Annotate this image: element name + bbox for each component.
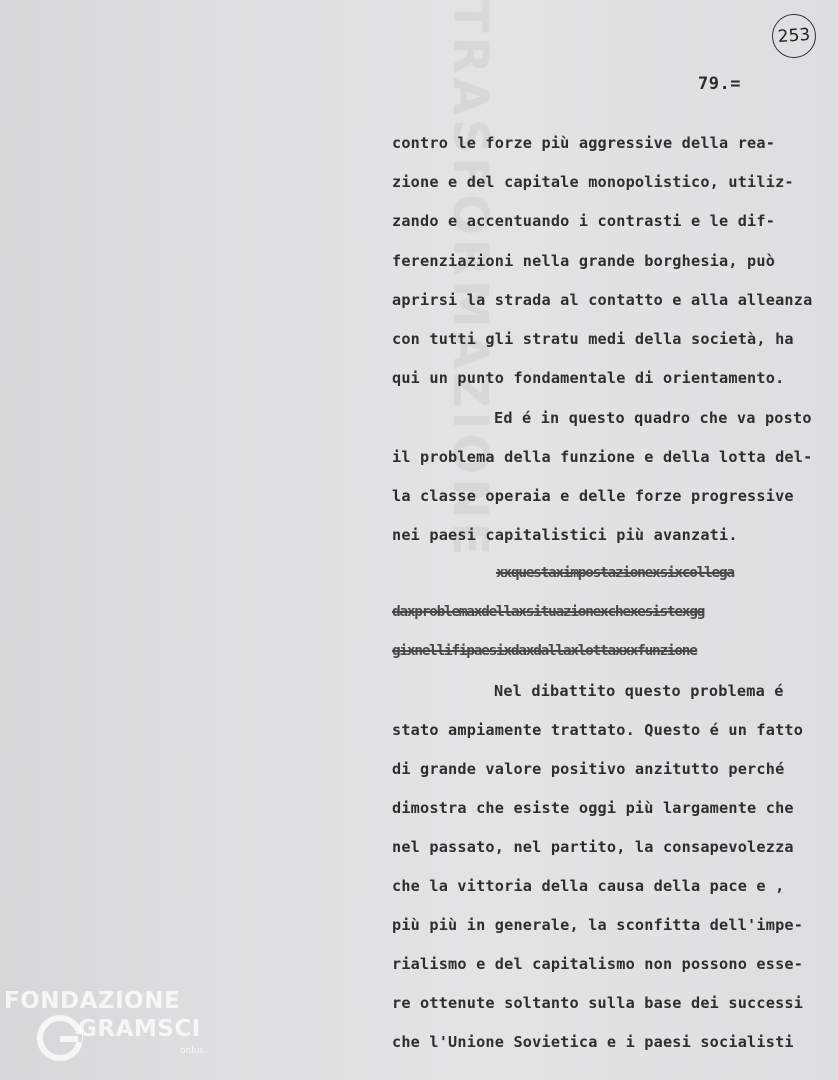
text-line: di grande valore positivo anzitutto perché: [392, 760, 785, 778]
text-line: zione e del capitale monopolistico, utiliz-: [392, 173, 794, 191]
watermark-line-2: GRAMSCI: [78, 1016, 201, 1042]
text-line: qui un punto fondamentale di orientamento.: [392, 369, 785, 387]
text-line: Nel dibattito questo problema é: [494, 682, 784, 700]
text-line: nei paesi capitalistici più avanzati.: [392, 526, 738, 544]
text-line: che l'Unione Sovietica e i paesi socialisti: [392, 1033, 794, 1051]
fondazione-gramsci-watermark: [4, 988, 214, 1068]
text-line: con tutti gli stratu medi della società, ha: [392, 330, 794, 348]
text-line: che la vittoria della causa della pace e ,: [392, 877, 785, 895]
page-number: 79.=: [698, 74, 741, 94]
text-line: Ed é in questo quadro che va posto: [494, 409, 812, 427]
text-line: contro le forze più aggressive della rea-: [392, 134, 776, 152]
text-line: zando e accentuando i contrasti e le dif-: [392, 212, 776, 230]
text-line: re ottenute soltanto sulla base dei successi: [392, 994, 804, 1012]
bleed-through-text: TRASFORMAZIONE: [442, 0, 498, 560]
struck-text-line: xxquestaximpostazionexsixcollega: [496, 565, 734, 581]
watermark-suffix: onlus: [180, 1046, 205, 1056]
text-line: aprirsi la strada al contatto e alla alleanza: [392, 291, 813, 309]
text-line: il problema della funzione e della lotta del-: [392, 448, 813, 466]
watermark-line-1: FONDAZIONE: [4, 988, 181, 1014]
text-line: rialismo e del capitalismo non possono esse-: [392, 955, 804, 973]
text-line: ferenziazioni nella grande borghesia, può: [392, 252, 776, 270]
archive-page-number: 253: [771, 13, 818, 60]
text-line: più più in generale, la sconfitta dell'impe-: [392, 916, 804, 934]
text-line: la classe operaia e delle forze progressive: [392, 487, 794, 505]
text-line: stato ampiamente trattato. Questo é un fatto: [392, 721, 804, 739]
text-line: nel passato, nel partito, la consapevolezza: [392, 838, 794, 856]
struck-text-line: daxproblemaxdellaxsituazionexchexesistexgg: [392, 604, 705, 620]
text-line: dimostra che esiste oggi più largamente che: [392, 799, 794, 817]
struck-text-line: gixnellifipaesixdaxdallaxlottaxxxfunzione: [392, 643, 697, 659]
